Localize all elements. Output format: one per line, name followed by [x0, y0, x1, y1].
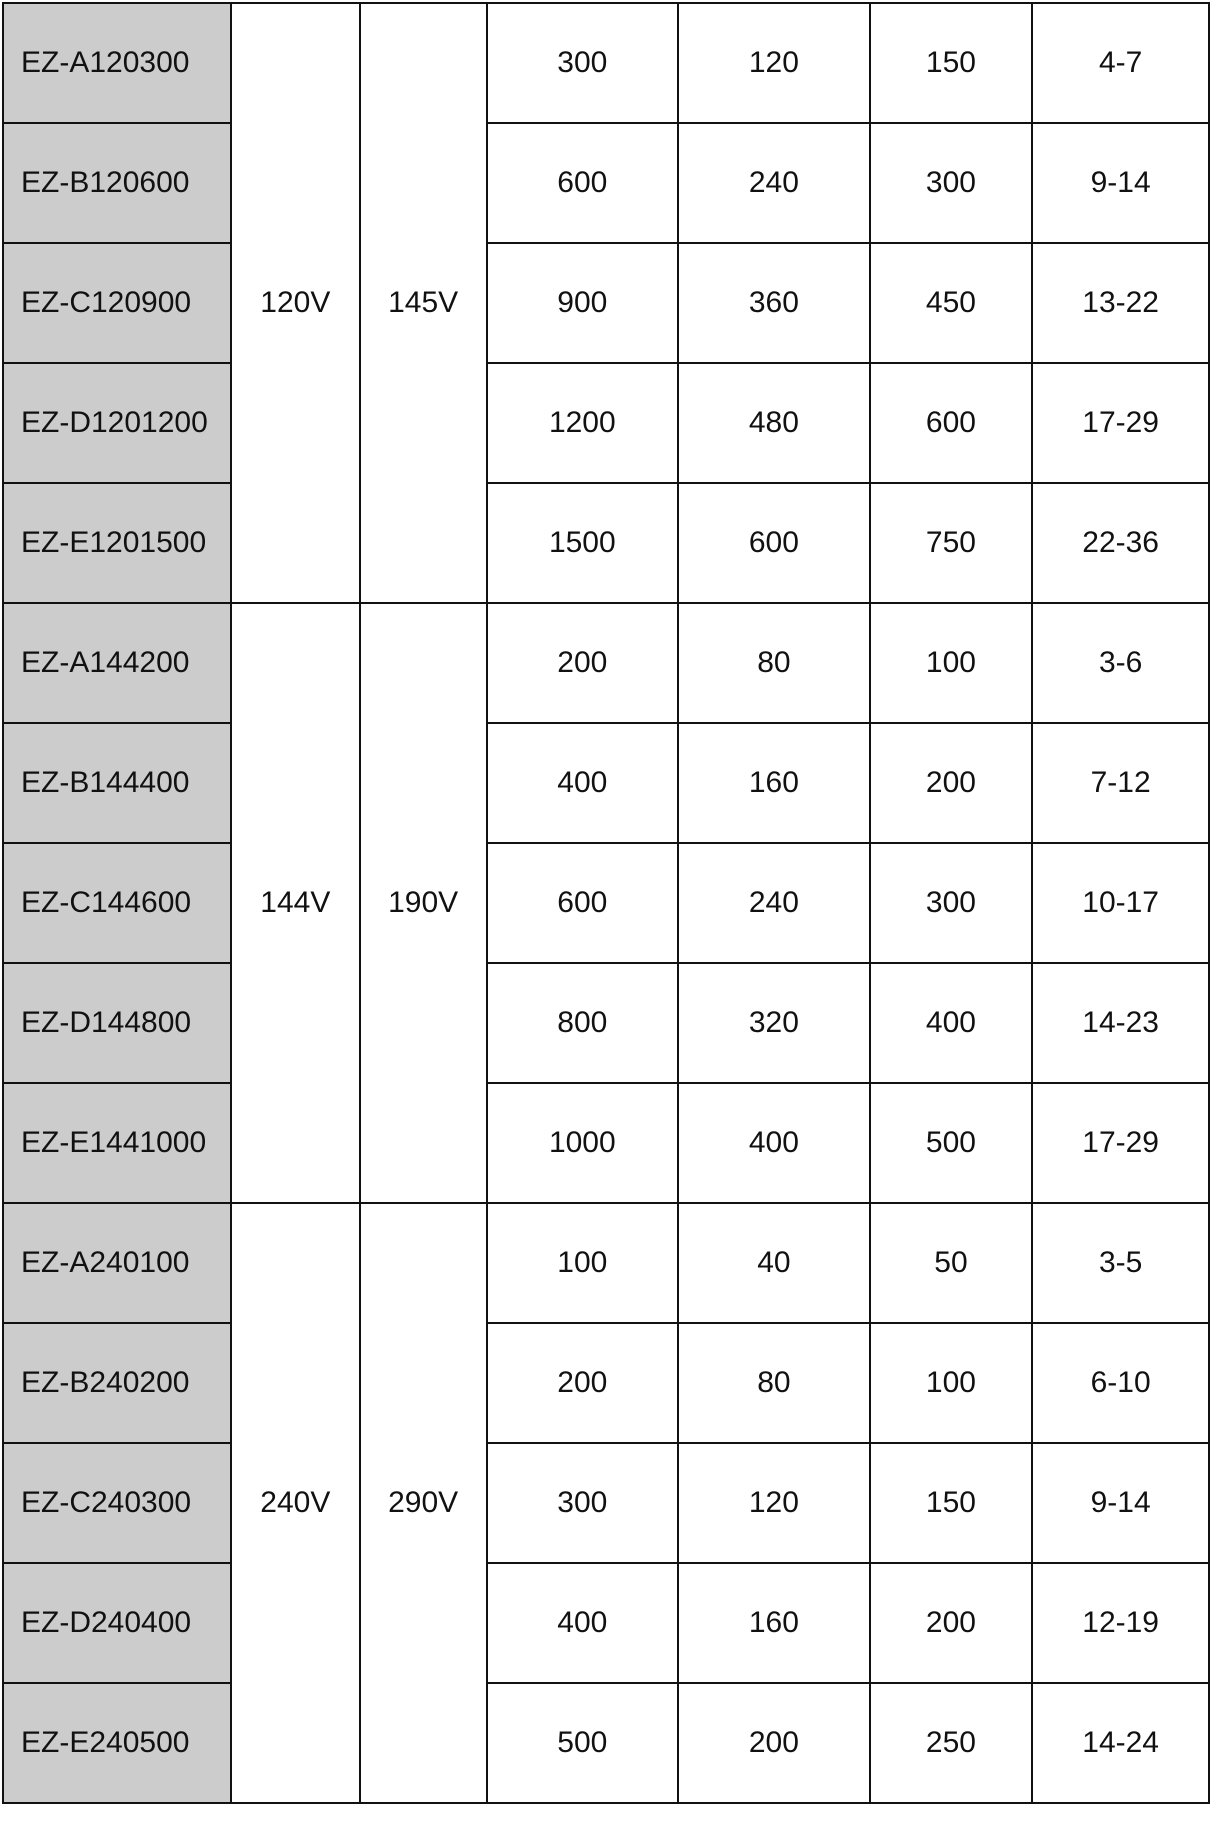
value-cell-3: 300 [870, 123, 1033, 243]
model-cell: EZ-B240200 [3, 1323, 231, 1443]
value-cell-3: 100 [870, 603, 1033, 723]
range-cell: 17-29 [1032, 363, 1209, 483]
value-cell-1: 300 [487, 1443, 679, 1563]
value-cell-1: 800 [487, 963, 679, 1083]
table-row [3, 603, 1209, 723]
value-cell-2: 200 [678, 1683, 870, 1803]
nominal-voltage-cell: 144V [231, 603, 360, 1203]
value-cell-3: 600 [870, 363, 1033, 483]
range-cell: 12-19 [1032, 1563, 1209, 1683]
value-cell-2: 240 [678, 843, 870, 963]
value-cell-3: 150 [870, 1443, 1033, 1563]
value-cell-2: 160 [678, 723, 870, 843]
value-cell-3: 300 [870, 843, 1033, 963]
model-cell: EZ-E1441000 [3, 1083, 231, 1203]
value-cell-1: 500 [487, 1683, 679, 1803]
range-cell: 13-22 [1032, 243, 1209, 363]
table-row [3, 243, 1209, 363]
model-cell: EZ-E240500 [3, 1683, 231, 1803]
spec-table [2, 2, 1210, 1804]
model-cell: EZ-D1201200 [3, 363, 231, 483]
model-cell: EZ-A120300 [3, 3, 231, 123]
range-cell: 10-17 [1032, 843, 1209, 963]
value-cell-2: 600 [678, 483, 870, 603]
value-cell-1: 200 [487, 1323, 679, 1443]
value-cell-3: 200 [870, 723, 1033, 843]
value-cell-1: 300 [487, 3, 679, 123]
range-cell: 7-12 [1032, 723, 1209, 843]
value-cell-2: 40 [678, 1203, 870, 1323]
value-cell-1: 600 [487, 843, 679, 963]
table-row [3, 363, 1209, 483]
nominal-voltage-cell: 240V [231, 1203, 360, 1803]
table-row [3, 1443, 1209, 1563]
range-cell: 6-10 [1032, 1323, 1209, 1443]
range-cell: 17-29 [1032, 1083, 1209, 1203]
value-cell-2: 320 [678, 963, 870, 1083]
value-cell-1: 100 [487, 1203, 679, 1323]
max-voltage-cell: 145V [360, 3, 487, 603]
value-cell-1: 400 [487, 1563, 679, 1683]
table-row [3, 963, 1209, 1083]
value-cell-1: 900 [487, 243, 679, 363]
range-cell: 14-23 [1032, 963, 1209, 1083]
model-cell: EZ-A240100 [3, 1203, 231, 1323]
value-cell-3: 50 [870, 1203, 1033, 1323]
nominal-voltage-cell: 120V [231, 3, 360, 603]
value-cell-2: 120 [678, 3, 870, 123]
table-row [3, 123, 1209, 243]
value-cell-1: 200 [487, 603, 679, 723]
range-cell: 3-6 [1032, 603, 1209, 723]
value-cell-3: 150 [870, 3, 1033, 123]
range-cell: 14-24 [1032, 1683, 1209, 1803]
value-cell-3: 200 [870, 1563, 1033, 1683]
table-row [3, 483, 1209, 603]
value-cell-3: 750 [870, 483, 1033, 603]
model-cell: EZ-A144200 [3, 603, 231, 723]
model-cell: EZ-C144600 [3, 843, 231, 963]
table-row [3, 1563, 1209, 1683]
value-cell-1: 1200 [487, 363, 679, 483]
range-cell: 9-14 [1032, 1443, 1209, 1563]
value-cell-1: 1500 [487, 483, 679, 603]
value-cell-2: 240 [678, 123, 870, 243]
value-cell-2: 160 [678, 1563, 870, 1683]
value-cell-2: 480 [678, 363, 870, 483]
range-cell: 4-7 [1032, 3, 1209, 123]
model-cell: EZ-C120900 [3, 243, 231, 363]
table-row [3, 723, 1209, 843]
range-cell: 22-36 [1032, 483, 1209, 603]
range-cell: 3-5 [1032, 1203, 1209, 1323]
table-row [3, 3, 1209, 123]
value-cell-1: 1000 [487, 1083, 679, 1203]
value-cell-3: 500 [870, 1083, 1033, 1203]
value-cell-2: 120 [678, 1443, 870, 1563]
table-row [3, 1203, 1209, 1323]
model-cell: EZ-C240300 [3, 1443, 231, 1563]
value-cell-1: 600 [487, 123, 679, 243]
table-row [3, 1683, 1209, 1803]
value-cell-3: 100 [870, 1323, 1033, 1443]
value-cell-2: 80 [678, 1323, 870, 1443]
table-row [3, 843, 1209, 963]
model-cell: EZ-B144400 [3, 723, 231, 843]
model-cell: EZ-E1201500 [3, 483, 231, 603]
model-cell: EZ-D144800 [3, 963, 231, 1083]
model-cell: EZ-D240400 [3, 1563, 231, 1683]
value-cell-2: 400 [678, 1083, 870, 1203]
value-cell-3: 250 [870, 1683, 1033, 1803]
max-voltage-cell: 290V [360, 1203, 487, 1803]
spec-table-body [3, 3, 1209, 1803]
model-cell: EZ-B120600 [3, 123, 231, 243]
table-row [3, 1323, 1209, 1443]
range-cell: 9-14 [1032, 123, 1209, 243]
table-row [3, 1083, 1209, 1203]
value-cell-2: 80 [678, 603, 870, 723]
max-voltage-cell: 190V [360, 603, 487, 1203]
value-cell-3: 450 [870, 243, 1033, 363]
value-cell-3: 400 [870, 963, 1033, 1083]
value-cell-2: 360 [678, 243, 870, 363]
value-cell-1: 400 [487, 723, 679, 843]
